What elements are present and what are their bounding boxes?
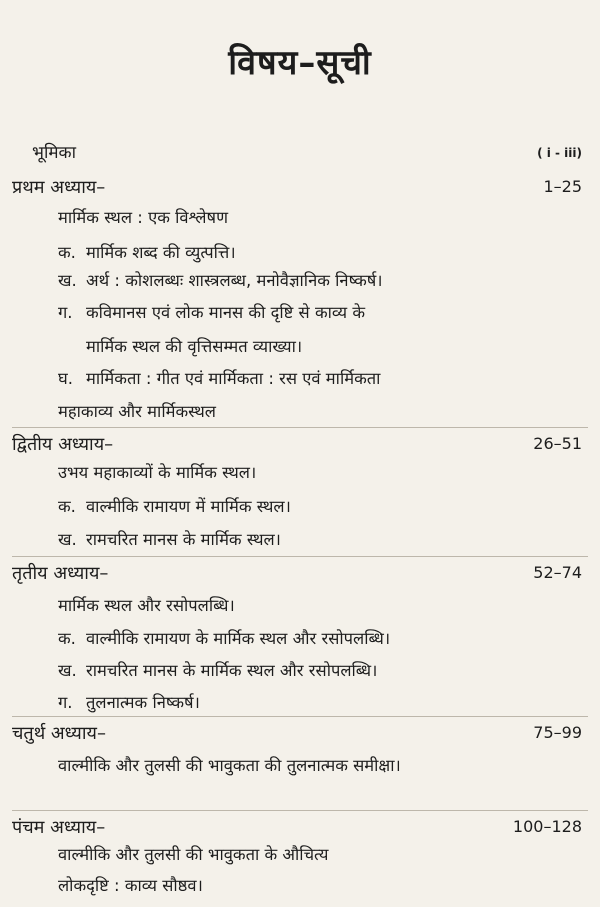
contents-line: [58, 205, 228, 228]
contents-line: [58, 240, 236, 263]
item-letter: ग.: [58, 303, 73, 322]
intro-pages: ( i - iii): [537, 146, 582, 160]
contents-line: [58, 873, 203, 896]
chapter-pages: 75–99: [533, 723, 582, 742]
divider: [12, 427, 588, 428]
contents-line: [58, 300, 365, 323]
item-text: कविमानस एवं लोक मानस की दृष्टि से काव्य के: [86, 303, 366, 322]
divider: [12, 810, 588, 811]
contents-line: [58, 399, 216, 422]
item-text: वाल्मीकि और तुलसी की भावुकता के औचित्य: [58, 845, 329, 864]
item-letter: घ.: [58, 369, 73, 388]
chapter-pages: 1–25: [543, 177, 582, 196]
item-text: रामचरित मानस के मार्मिक स्थल।: [86, 530, 281, 549]
item-letter: ख.: [58, 661, 77, 680]
contents-line: [58, 268, 383, 291]
contents-line: [58, 690, 200, 713]
item-letter: क.: [58, 497, 76, 516]
item-text: मार्मिक शब्द की व्युत्पत्ति।: [86, 243, 236, 262]
contents-line: [58, 527, 281, 550]
item-letter: ख.: [58, 530, 77, 549]
contents-line: [58, 593, 235, 616]
chapter-heading: पंचम अध्याय–: [12, 817, 106, 838]
item-text: मार्मिक स्थल और रसोपलब्धि।: [58, 596, 235, 615]
divider: [12, 716, 588, 717]
contents-line: [58, 753, 401, 776]
contents-line: [58, 658, 377, 681]
divider: [12, 556, 588, 557]
item-text: उभय महाकाव्यों के मार्मिक स्थल।: [58, 463, 257, 482]
contents-line: [58, 842, 328, 865]
item-letter: क.: [58, 243, 76, 262]
contents-line: [58, 626, 390, 649]
contents-line-continuation: मार्मिक स्थल की वृत्तिसम्मत व्याख्या।: [86, 337, 303, 356]
item-text: महाकाव्य और मार्मिकस्थल: [58, 402, 216, 421]
item-text: तुलनात्मक निष्कर्ष।: [86, 693, 200, 712]
contents-line: [58, 460, 256, 483]
item-text: वाल्मीकि और तुलसी की भावुकता की तुलनात्मक समीक्षा।: [58, 756, 401, 775]
item-letter: ग.: [58, 693, 73, 712]
chapter-pages: 100–128: [512, 817, 582, 836]
item-text: वाल्मीकि रामायण में मार्मिक स्थल।: [86, 497, 291, 516]
chapter-pages: 26–51: [533, 434, 582, 453]
item-text: अर्थ : कोशलब्धः शास्त्रलब्ध, मनोवैज्ञानिक निष्कर्ष।: [86, 271, 383, 290]
item-text: वाल्मीकि रामायण के मार्मिक स्थल और रसोपलब्धि।: [86, 629, 391, 648]
chapter-heading: प्रथम अध्याय–: [12, 177, 106, 198]
contents-line: [58, 494, 291, 517]
item-text: लोकदृष्टि : काव्य सौष्ठव।: [58, 876, 203, 895]
chapter-pages: 52–74: [533, 563, 582, 582]
contents-line: [58, 366, 380, 389]
item-text: रामचरित मानस के मार्मिक स्थल और रसोपलब्धि।: [86, 661, 378, 680]
chapter-heading: द्वितीय अध्याय–: [12, 434, 114, 455]
item-text: मार्मिक स्थल : एक विश्लेषण: [58, 208, 229, 227]
chapter-heading: चतुर्थ अध्याय–: [12, 723, 106, 744]
intro-label: भूमिका: [32, 143, 76, 163]
chapter-heading: तृतीय अध्याय–: [12, 563, 109, 584]
item-letter: क.: [58, 629, 76, 648]
item-text: मार्मिकता : गीत एवं मार्मिकता : रस एवं मार्मिकता: [86, 369, 381, 388]
item-letter: ख.: [58, 271, 77, 290]
page-title: विषय–सूची: [228, 43, 372, 83]
